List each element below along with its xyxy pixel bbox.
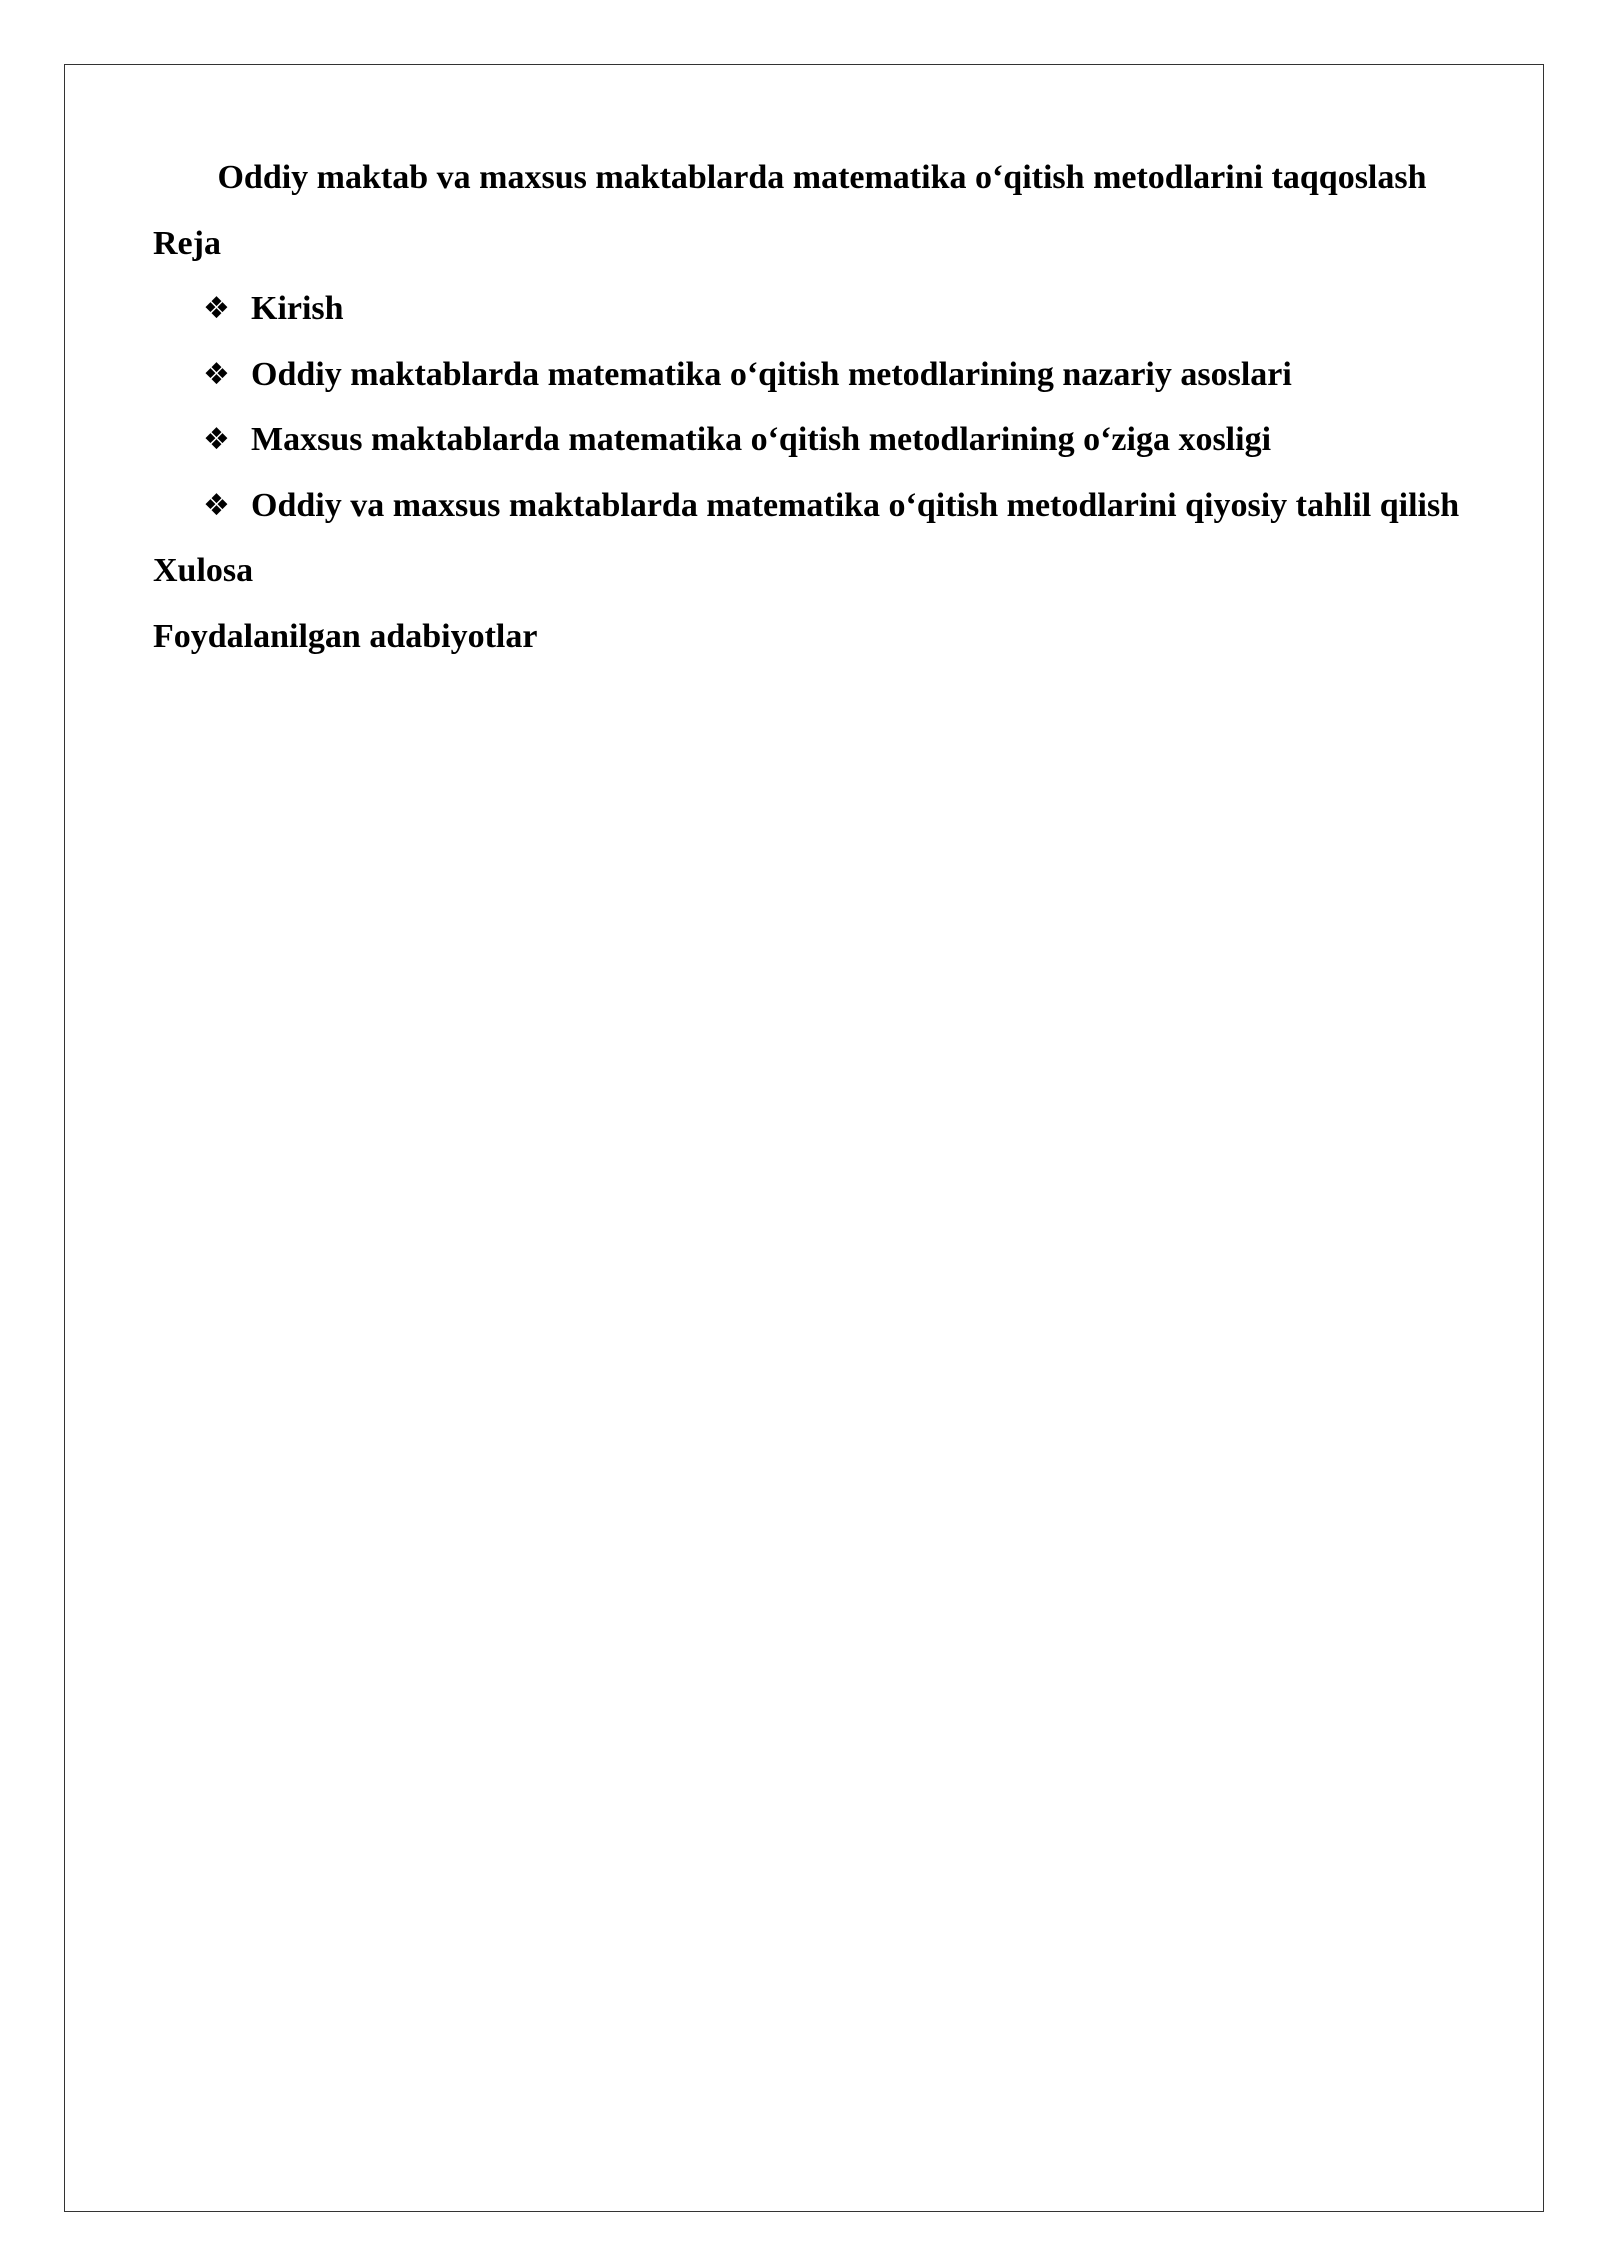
conclusion-heading: Xulosa [153,552,254,589]
plan-heading: Reja [153,224,221,262]
plan-list [153,276,1513,538]
diamond-bullet-icon: ❖ [203,422,230,457]
plan-item-label: Maxsus maktablarda matematika o‘qitish metodlarining o‘ziga xosligi [251,421,1272,458]
plan-item-theoretical-basis [153,342,1513,408]
diamond-bullet-icon: ❖ [203,487,230,523]
diamond-bullet-icon: ❖ [203,356,230,392]
plan-item-label: Kirish [251,290,344,327]
document-body [153,145,1513,669]
document-title: Oddiy maktab va maxsus maktablarda matematika o‘qitish metodlarini taqqoslash [217,159,1427,196]
plan-item-label: Oddiy va maxsus maktablarda matematika o‘qitish metodlarini qiyosiy tahlil qilish [251,486,1460,524]
plan-item-label: Oddiy maktablarda matematika o‘qitish metodlarining nazariy asoslari [251,355,1292,393]
diamond-bullet-icon: ❖ [203,291,230,326]
plan-item-comparative-analysis [153,473,1513,539]
plan-item-specifics [153,407,1513,473]
plan-item-introduction [153,276,1513,342]
references-heading: Foydalanilgan adabiyotlar [153,617,538,655]
